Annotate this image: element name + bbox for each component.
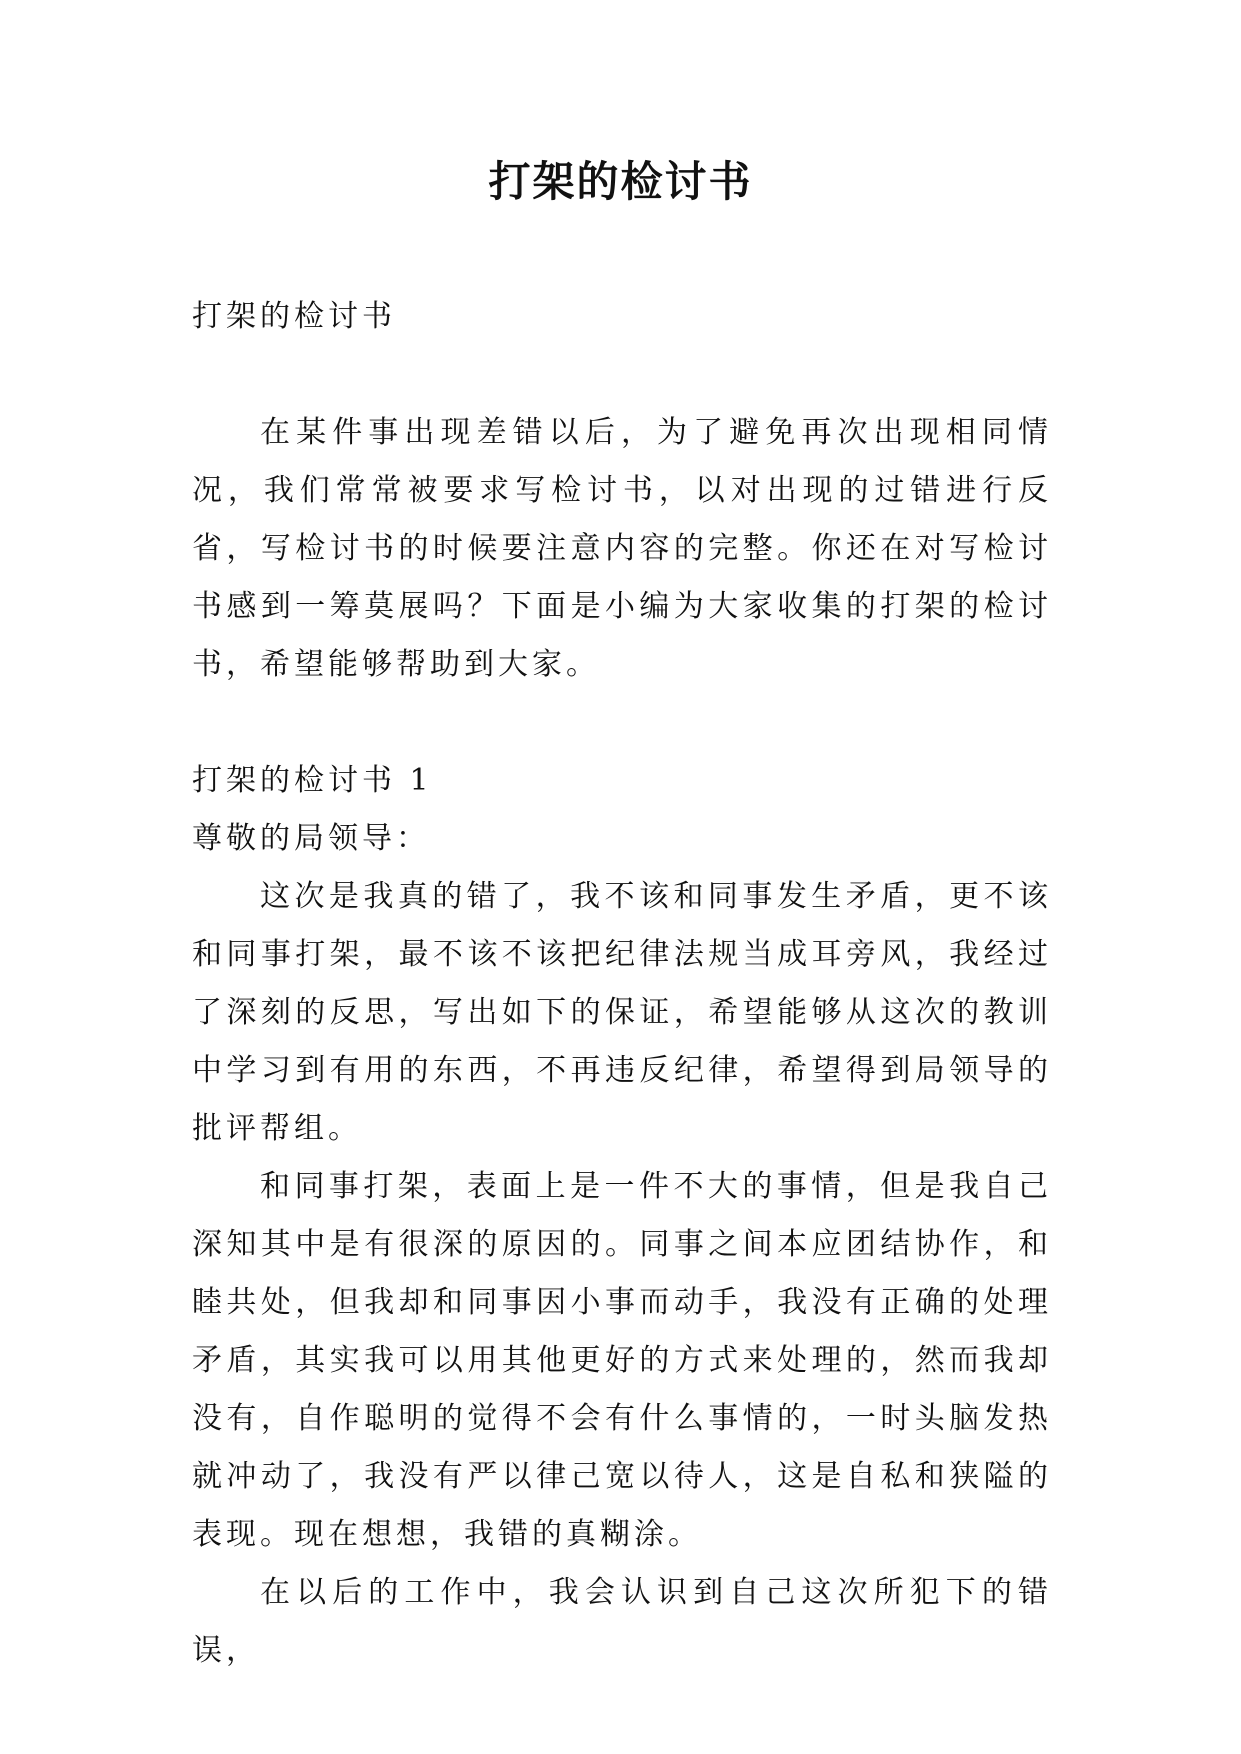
intro-paragraph: 在某件事出现差错以后，为了避免再次出现相同情况，我们常常被要求写检讨书，以对出现的过错进行反省，写检讨书的时候要注意内容的完整。你还在对写检讨书感到一筹莫展吗？下面是小编为大家收集的打架的检讨书，希望能够帮助到大家。: [192, 415, 1052, 682]
body-paragraph-3: 在以后的工作中，我会认识到自己这次所犯下的错误，: [192, 1575, 1052, 1668]
body-paragraph-1: 这次是我真的错了，我不该和同事发生矛盾，更不该和同事打架，最不该不该把纪律法规当成耳旁风，我经过了深刻的反思，写出如下的保证，希望能够从这次的教训中学习到有用的东西，不再违反纪律，希望得到局领导的批评帮组。: [192, 879, 1052, 1146]
document-title: 打架的检讨书: [488, 157, 753, 206]
salutation: 尊敬的局领导：: [192, 821, 430, 856]
document-body: [192, 288, 1052, 1680]
document-subtitle: 打架的检讨书: [192, 299, 396, 334]
body-paragraph-2: 和同事打架，表面上是一件不大的事情，但是我自己深知其中是有很深的原因的。同事之间本应团结协作，和睦共处，但我却和同事因小事而动手，我没有正确的处理矛盾，其实我可以用其他更好的方式来处理的，然而我却没有，自作聪明的觉得不会有什么事情的，一时头脑发热就冲动了，我没有严以律己宽以待人，这是自私和狭隘的表现。现在想想，我错的真糊涂。: [192, 1169, 1052, 1552]
section-heading: 打架的检讨书 1: [192, 763, 433, 798]
